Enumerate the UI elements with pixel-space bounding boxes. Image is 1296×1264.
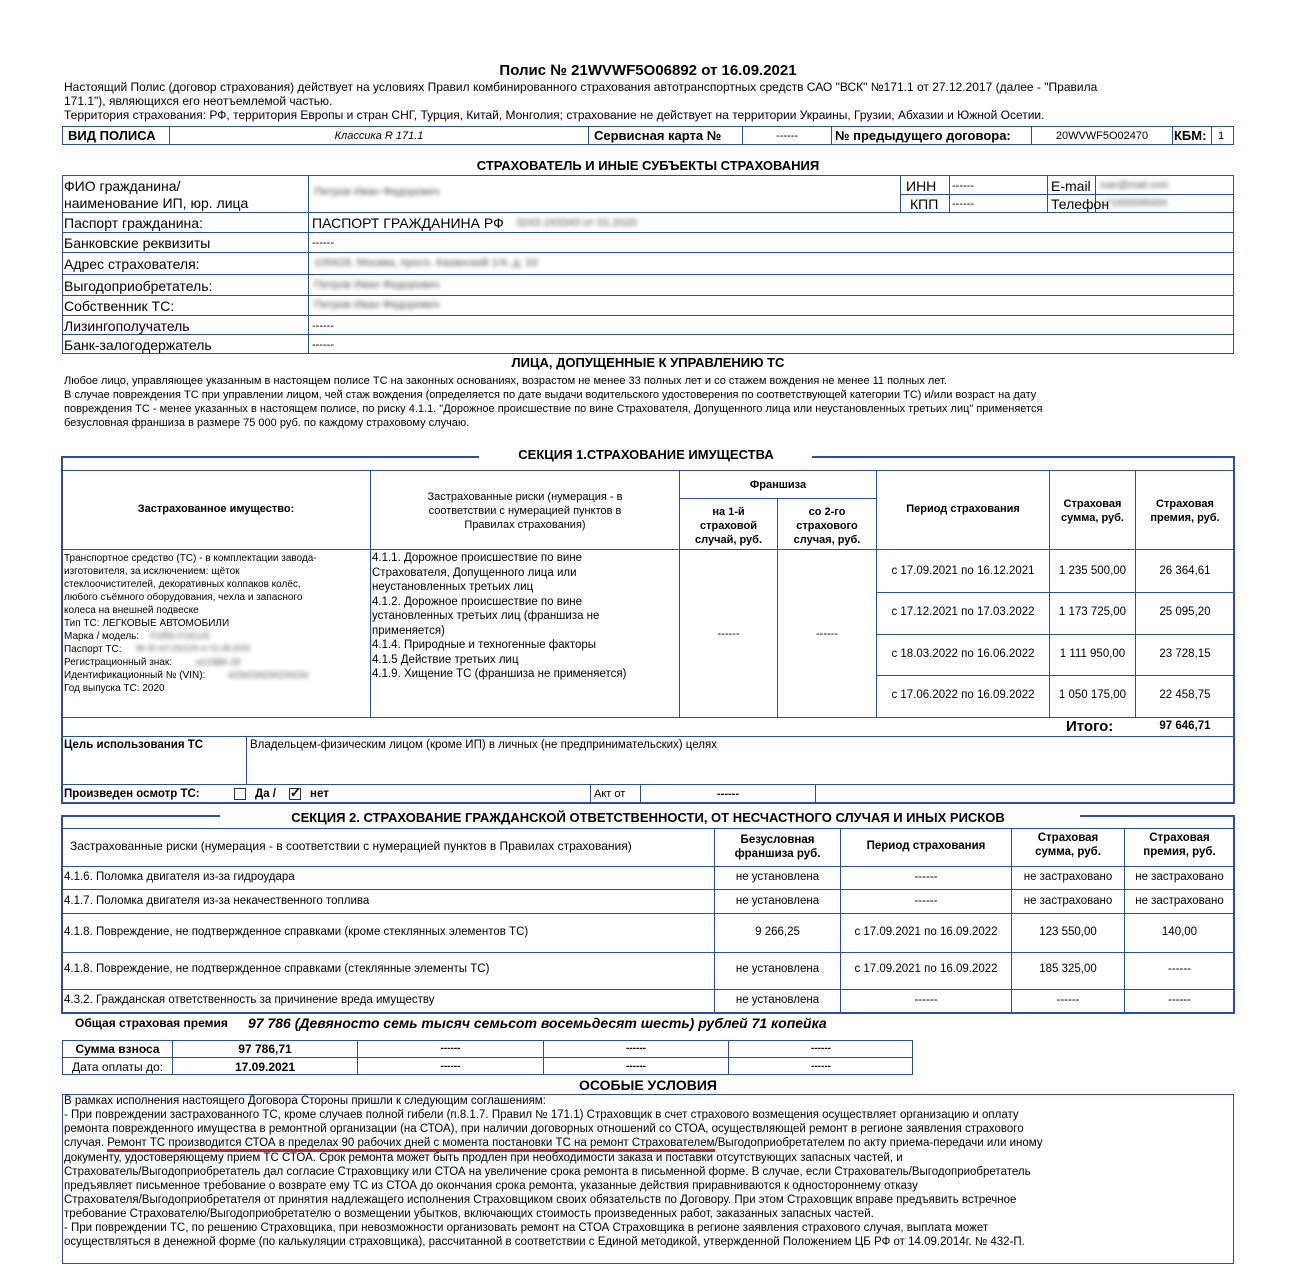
repair-term-highlight: Ремонт ТС производится СТОА в пределах 90 рабочих дней с момента постановки ТС на ремонт Страхователем [107,1137,714,1152]
beneficiary-label: Выгодоприобретатель: [64,278,213,294]
section1-total-label: Итого: [1066,718,1114,735]
s2-period: с 17.09.2021 по 16.09.2022 [854,963,998,975]
period-sum: 1 111 950,00 [1059,648,1126,660]
s2-period: ------ [914,895,938,907]
period-row: с 17.09.2021 по 16.12.2021 [891,565,1035,577]
address-value: 109428, Москва, просп. Казанский 1/4, д. 33 [314,257,538,269]
inspection-no-label: нет [310,788,329,800]
period-premium: 23 728,15 [1159,648,1211,660]
passport-label: Паспорт гражданина: [64,215,203,231]
s2-sum: 123 550,00 [1039,926,1097,938]
s2-premium: ------ [1168,994,1191,1006]
purpose-value: Владельцем-физическим лицом (кроме ИП) в личных (не предпринимательских) целях [250,739,717,751]
special-line: предъявляет письменное требование о возврате ему ТС из СТОА до окончания срока ремонта, указанные действия приравниваются к одностороннему отказу [64,1180,918,1192]
period-premium: 25 095,20 [1159,606,1211,618]
vehicle-passport-label: Паспорт ТС: [64,644,122,655]
passport-value: ПАСПОРТ ГРАЖДАНИНА РФ [312,215,504,231]
policy-title: Полис № 21WVWF5O06892 от 16.09.2021 [499,62,797,79]
special-line: - При повреждении застрахованного ТС, кроме случаев полной гибели (п.8.1.7. Правил № 171.1) Страховщик в счет страхового возмещения осуществляет организацию и оплату [64,1109,1019,1121]
payment-amount: ------ [811,1043,831,1054]
vehicle-passport-value: 96 32 АЛ 232123 от 01.08.2020 [136,644,251,653]
s2-risk: 4.1.8. Повреждение, не подтвержденное справками (кроме стеклянных элементов ТС) [64,926,529,938]
risks-list: 4.1.1. Дорожное происшествие по вине Страхователя, Допущенного лица или неустановленных третьих лиц 4.1.2. Дорожное происшествие по вине установленных третьих лиц (франшиза не применяется) 4.1.4. Природные и техногенные факторы 4.1.5 Действие третьих лиц 4.1.9. Хищение ТС (франшиза не применяется) [372,552,627,680]
s2-risk: 4.1.8. Повреждение, не подтвержденное справками (стеклянные элементы ТС) [64,963,490,975]
email-value: ivan@mail.com [1100,180,1169,191]
special-conditions-title: ОСОБЫЕ УСЛОВИЯ [579,1077,717,1093]
policy-type-label: ВИД ПОЛИСА [68,128,156,143]
lessee-label: Лизингополучатель [64,318,190,334]
payment-date-label: Дата оплаты до: [72,1060,163,1074]
name-label-2: наименование ИП, юр. лица [64,195,249,211]
beneficiary-value: Петров Иван Федорович [314,279,440,291]
previous-contract-value: 20WVWF5O02470 [1055,130,1149,142]
s2-col-sum: Страховая сумма, руб. [1035,832,1101,858]
drivers-line-3: повреждения ТС - менее указанных в настоящем полисе, по риску 4.1.1. "Дорожное происшествие по вине Страхователя, Допущенного лица или неустановленных третьих лиц" применяется [64,403,1043,415]
special-line: Страхователь/Выгодоприобретатель дал согласие Страховщику или СТОА на увеличение срока ремонта в письменной форме. В случае, если Страхователь/Выгодоприобретатель [64,1166,1031,1178]
franchise-second-value: ------ [816,628,838,640]
col-premium: Страховая премия, руб. [1150,498,1220,524]
pledge-bank-label: Банк-залогодержатель [64,337,212,353]
drivers-title: ЛИЦА, ДОПУЩЕННЫЕ К УПРАВЛЕНИЮ ТС [511,355,785,370]
s2-franchise: не установлена [735,895,820,907]
col-franchise-first: на 1-й страховой случай, руб. [695,506,762,546]
intro-line-2: 171.1"), являющихся его неотъемлемой частью. [64,94,333,108]
owner-value: Петров Иван Федорович [314,299,440,311]
bank-label: Банковские реквизиты [64,235,211,251]
s2-franchise: не установлена [735,994,820,1006]
period-premium: 26 364,61 [1159,565,1211,577]
inspection-yes-checkbox[interactable] [234,788,246,800]
inn-label: ИНН [906,178,937,194]
act-value: ------ [717,788,739,800]
payment-date: ------ [626,1061,646,1072]
phone-value: +71655595655 [1100,198,1168,209]
vehicle-year: Год выпуска ТС: 2020 [64,683,165,694]
s2-premium: не застраховано [1135,895,1224,907]
period-sum: 1 050 175,00 [1058,689,1127,701]
owner-label: Собственник ТС: [64,298,175,314]
col-insurance-period: Период страхования [906,503,1020,515]
insured-name-value: Петров Иван Федорович [314,186,440,198]
s2-period: ------ [914,994,938,1006]
s2-franchise: не установлена [735,871,820,883]
special-line: осуществляться в денежной форме (по калькуляции страховщика), рассчитанной в соответствии с Единой методикой, утвержденной Положением ЦБ РФ от 14.09.2014г. № 432-П. [64,1236,1025,1248]
inspection-yes-label: Да / [255,788,276,800]
payment-amount: ------ [440,1043,461,1054]
franchise-first-value: ------ [717,628,740,640]
section2-title-text: СЕКЦИЯ 2. СТРАХОВАНИЕ ГРАЖДАНСКОЙ ОТВЕТСТВЕННОСТИ, ОТ НЕСЧАСТНОГО СЛУЧАЯ И ИНЫХ РИСКОВ [291,810,1005,825]
col-insured-risks: Застрахованные риски (нумерация - в соответствии с нумерацией пунктов в Правилах страхования) [427,491,623,531]
s2-risk: 4.1.6. Поломка двигателя из-за гидроудара [64,871,295,883]
col-franchise: Франшиза [749,479,807,491]
act-label: Акт от [594,788,626,800]
s2-period: с 17.09.2021 по 16.09.2022 [854,926,998,938]
total-premium-value: 97 786 (Девяносто семь тысяч семьсот восемьдесят шесть) рублей 71 копейка [248,1015,827,1031]
kpp-label: КПП [910,196,939,212]
special-line: Страхователя/Выгодоприобретателя от принятия надлежащего исполнения Страховщиком своих обязательств по Договору. При этом Страховщик вправе предъявить встречное [64,1194,1017,1206]
s2-sum: не застраховано [1023,871,1113,883]
make-value: FORD FOCUS [150,631,210,641]
make-label: Марка / модель: [64,631,140,642]
period-row: с 18.03.2022 по 16.06.2022 [891,648,1035,660]
name-label-1: ФИО гражданина/ [64,178,181,194]
reg-plate-value: а123ВА 33 [196,657,241,667]
s2-risk: 4.1.7. Поломка двигателя из-за некачественного топлива [64,895,370,907]
s2-col-franchise: Безусловная франшиза руб. [734,834,821,860]
s2-col-period: Период страхования [866,840,986,852]
s2-premium: 140,00 [1161,926,1198,938]
section1-title: СЕКЦИЯ 1.СТРАХОВАНИЕ ИМУЩЕСТВА [518,447,774,462]
inspection-label: Произведен осмотр ТС: [64,788,200,800]
pledge-bank-value: ------ [312,339,334,351]
period-premium: 22 458,75 [1159,689,1211,701]
s2-risk: 4.3.2. Гражданская ответственность за причинение вреда имуществу [64,994,435,1006]
s2-premium: ------ [1168,963,1191,975]
s2-sum: не застраховано [1023,895,1113,907]
section1-total-value: 97 646,71 [1159,720,1211,732]
policy-type-value: Классика R 171.1 [334,130,424,142]
col-franchise-second: со 2-го страхового случая, руб. [793,506,861,546]
email-label: E-mail [1051,178,1091,194]
period-row: с 17.12.2021 по 17.03.2022 [891,606,1035,618]
phone-label: Телефон [1051,196,1110,212]
bank-value: ------ [312,237,334,249]
col-sum-insured: Страховая сумма, руб. [1061,498,1124,524]
kpp-value: ------ [952,198,974,210]
passport-number: 3243 243343 от 01.2020 [516,217,638,229]
drivers-line-4: безусловная франшиза в размере 75 000 руб. по каждому страховому случаю. [64,417,470,429]
property-description: Транспортное средство (ТС) - в комплектации завода- изготовителя, за исключением: щёток стеклоочистителей, декоративных колпаков колёс, любого съёмного оборудования, чехла и запасного колеса на внешней подвеске Тип ТС: ЛЕГКОВЫЕ АВТОМОБИЛИ [64,553,317,629]
lessee-value: ------ [312,320,334,332]
special-line: ремонта поврежденного имущества в ремонтной организации (на СТОА), при наличии договорных отношений со СТОА, осуществляющей ремонт в регионе заявления страхового [64,1123,1024,1135]
checkmark-icon: ✓ [290,785,301,800]
s2-sum: 185 325,00 [1039,963,1097,975]
drivers-line-1: Любое лицо, управляющее указанным в настоящем полисе ТС на законных основаниях, возрастом не менее 33 полных лет и со стажем вождения не менее 11 полных лет. [64,375,947,387]
special-line-end: /Выгодоприобретателем по акту приема-передачи или иному [714,1137,1043,1149]
payment-sum-label: Сумма взноса [75,1042,160,1056]
total-premium-label: Общая страховая премия [75,1016,228,1030]
payment-amount: 97 786,71 [238,1042,292,1056]
kbm-label: КБМ: [1174,128,1207,143]
s2-franchise: 9 266,25 [755,926,800,938]
period-sum: 1 235 500,00 [1058,565,1127,577]
service-card-value: ------ [776,130,798,142]
address-label: Адрес страхователя: [64,256,200,272]
vin-value: 4234234234234234 [228,670,309,680]
territory-text: Территория страхования: РФ, территория Европы и стран СНГ, Турция, Китай, Монголия; страхование не действует на территории Украины, Грузии, Абхазии и Южной Осетии. [64,108,1045,122]
insurer-section-title: СТРАХОВАТЕЛЬ И ИНЫЕ СУБЪЕКТЫ СТРАХОВАНИЯ [476,158,820,173]
intro-line-1: Настоящий Полис (договор страхования) действует на условиях Правил комбинированного страхования автотранспортных средств САО "ВСК" №171.1 от 27.12.2017 (далее - "Правила [64,80,1098,94]
purpose-label: Цель использования ТС [64,739,204,751]
previous-contract-label: № предыдущего договора: [835,128,1011,143]
col-insured-property: Застрахованное имущество: [137,503,295,515]
s2-sum: ------ [1056,994,1080,1006]
kbm-value: 1 [1218,130,1225,142]
drivers-line-2: В случае повреждения ТС при управлении лицом, чей стаж вождения (определяется по дате выдачи водительского удостоверения по соответствующей категории ТС) и/или возраст на дату [64,389,1037,401]
reg-plate-label: Регистрационный знак: [64,657,173,668]
special-line: В рамках исполнения настоящего Договора Стороны пришли к следующим соглашениям: [64,1095,546,1107]
s2-franchise: не установлена [735,963,820,975]
s2-period: ------ [914,871,938,883]
payment-date: ------ [440,1061,461,1072]
inspection-no-checkbox[interactable] [289,785,301,800]
s2-premium: не застраховано [1135,871,1224,883]
period-sum: 1 173 725,00 [1058,606,1127,618]
special-line: - При повреждении ТС, по решению Страховщика, при невозможности организовать ремонт на СТОА Страховщика в регионе заявления страхового случая, выплата может [64,1222,989,1234]
period-row: с 17.06.2022 по 16.09.2022 [891,689,1035,701]
s2-col-premium: Страховая премия, руб. [1143,832,1216,858]
s2-col-risks: Застрахованные риски (нумерация - в соответствии с нумерацией пунктов в Правилах страхования) [70,839,632,853]
payment-amount: ------ [626,1043,646,1054]
special-line: требование Страхователю/Выгодоприобретателю о возмещении убытков, включающих стоимость произведенных работ, заказанных запасных частей. [64,1208,874,1220]
service-card-label: Сервисная карта № [594,128,722,143]
inn-value: ------ [952,180,974,192]
special-line: документу, удостоверяющему прием ТС СТОА. Срок ремонта может быть продлен при необходимости заказа и поставки отсутствующих запасных частей, и [64,1152,903,1164]
special-line-start: случая. [64,1137,108,1149]
payment-date: ------ [811,1061,831,1072]
payment-date: 17.09.2021 [234,1060,296,1074]
vin-label: Идентификационный № (VIN): [64,670,206,681]
special-line-highlight [64,1137,1043,1149]
